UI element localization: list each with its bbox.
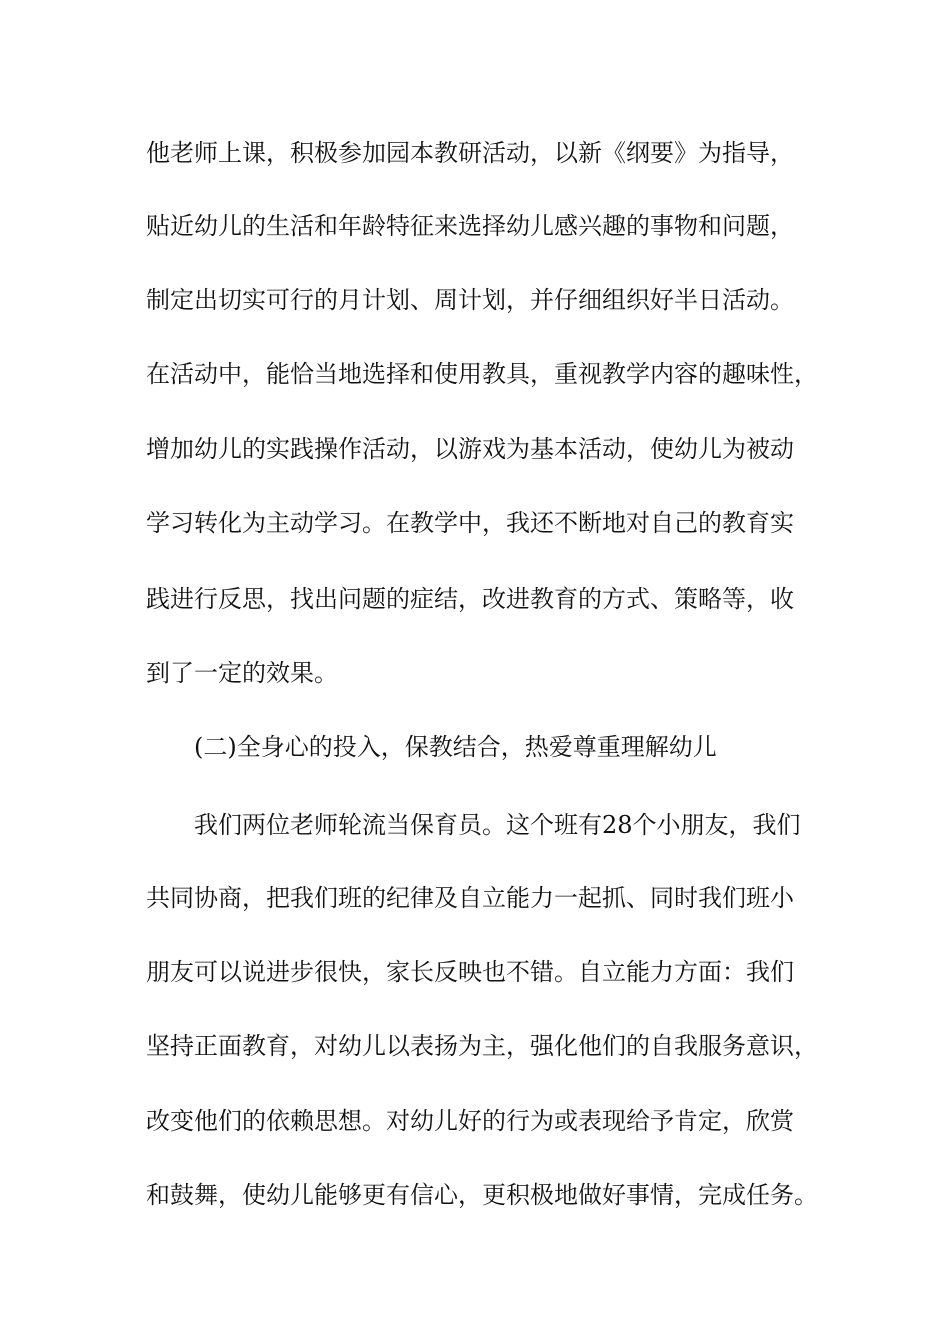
paragraph-line: 坚持正面教育，对幼儿以表扬为主，强化他们的自我服务意识，	[146, 1032, 818, 1060]
paragraph-line: 改变他们的依赖思想。对幼儿好的行为或表现给予肯定，欣赏	[146, 1107, 794, 1135]
paragraph-line: 践进行反思，找出问题的症结，改进教育的方式、策略等，收	[146, 585, 794, 613]
paragraph-line: 朋友可以说进步很快，家长反映也不错。自立能力方面：我们	[146, 958, 794, 986]
section-heading: (二)全身心的投入，保教结合，热爱尊重理解幼儿	[194, 733, 717, 761]
paragraph-line: 他老师上课，积极参加园本教研活动，以新《纲要》为指导，	[146, 139, 794, 167]
paragraph-line: 在活动中，能恰当地选择和使用教具，重视教学内容的趣味性，	[146, 360, 818, 388]
paragraph-line: 和鼓舞，使幼儿能够更有信心，更积极地做好事情，完成任务。	[146, 1181, 818, 1209]
paragraph-line: 到了一定的效果。	[146, 659, 338, 687]
paragraph-line: 贴近幼儿的生活和年龄特征来选择幼儿感兴趣的事物和问题，	[146, 212, 794, 240]
paragraph-line: 我们两位老师轮流当保育员。这个班有28个小朋友，我们	[194, 811, 801, 839]
paragraph-line: 学习转化为主动学习。在教学中，我还不断地对自己的教育实	[146, 509, 794, 537]
paragraph-line: 共同协商，把我们班的纪律及自立能力一起抓、同时我们班小	[146, 884, 794, 912]
paragraph-line: 增加幼儿的实践操作活动，以游戏为基本活动，使幼儿为被动	[146, 435, 794, 463]
paragraph-line: 制定出切实可行的月计划、周计划，并仔细组织好半日活动。	[146, 286, 794, 314]
